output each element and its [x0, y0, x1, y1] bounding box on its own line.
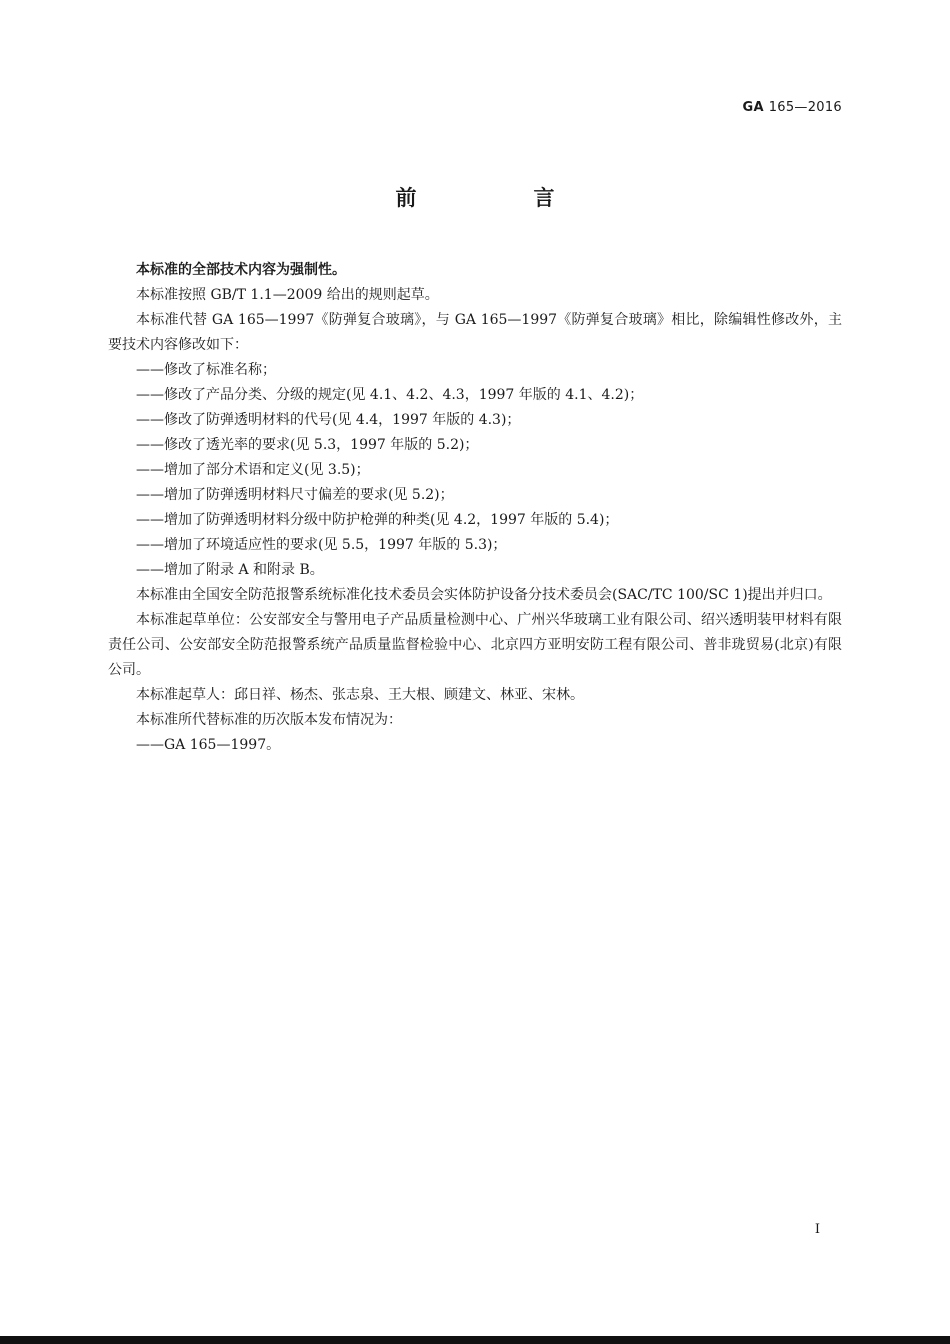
change-item: ——增加了防弹透明材料尺寸偏差的要求(见 5.2)；	[136, 487, 454, 503]
foreword-body	[108, 258, 842, 758]
change-item: ——修改了防弹透明材料的代号(见 4.4，1997 年版的 4.3)；	[136, 412, 521, 428]
paragraph-mandatory-statement: 本标准的全部技术内容为强制性。	[136, 262, 346, 278]
paragraph-drafting-units: 本标准起草单位：公安部安全与警用电子产品质量检测中心、广州兴华玻璃工业有限公司、绍兴透明装甲材料有限责任公司、公安部安全防范报警系统产品质量监督检验中心、北京四方亚明安防工程有限公司、普非珑贸易(北京)有限公司。	[108, 612, 842, 678]
standard-code-prefix: GA	[742, 100, 764, 115]
history-item: ——GA 165—1997。	[136, 737, 281, 753]
paragraph-drafting-rules: 本标准按照 GB/T 1.1—2009 给出的规则起草。	[136, 287, 439, 303]
change-item: ——增加了环境适应性的要求(见 5.5，1997 年版的 5.3)；	[136, 537, 507, 553]
change-item: ——增加了防弹透明材料分级中防护枪弹的种类(见 4.2，1997 年版的 5.4)；	[136, 512, 619, 528]
standard-code	[743, 100, 842, 115]
change-item: ——增加了附录 A 和附录 B。	[136, 562, 324, 578]
paragraph-drafters: 本标准起草人：邱日祥、杨杰、张志泉、王大根、顾建文、林亚、宋林。	[136, 687, 584, 703]
paragraph-proposer: 本标准由全国安全防范报警系统标准化技术委员会实体防护设备分技术委员会(SAC/TC 100/SC 1)提出并归口。	[136, 587, 832, 603]
page-number: I	[814, 1222, 820, 1237]
change-item: ——修改了产品分类、分级的规定(见 4.1、4.2、4.3，1997 年版的 4.1、4.2)；	[136, 387, 644, 403]
change-item: ——增加了部分术语和定义(见 3.5)；	[136, 462, 370, 478]
change-item: ——修改了标准名称；	[136, 362, 276, 378]
page-title: 前 言	[395, 186, 603, 210]
change-item: ——修改了透光率的要求(见 5.3，1997 年版的 5.2)；	[136, 437, 479, 453]
paragraph-history-intro: 本标准所代替标准的历次版本发布情况为：	[136, 712, 402, 728]
page-bottom-rule	[0, 1336, 950, 1344]
standard-code-number: 165—2016	[768, 100, 842, 115]
paragraph-replacement: 本标准代替 GA 165—1997《防弹复合玻璃》，与 GA 165—1997《防弹复合玻璃》相比，除编辑性修改外，主要技术内容修改如下：	[108, 312, 842, 353]
